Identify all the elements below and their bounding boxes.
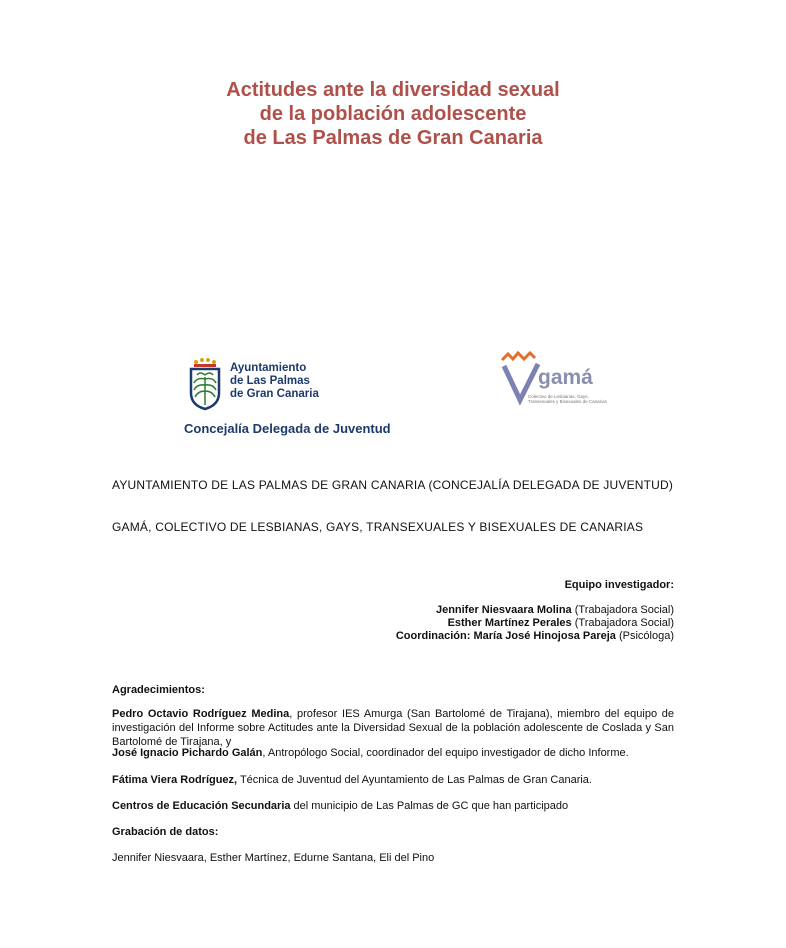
ayuntamiento-logo bbox=[188, 357, 338, 413]
title-line-3: de Las Palmas de Gran Canaria bbox=[243, 127, 543, 149]
acknowledgements-heading: Agradecimientos: bbox=[112, 684, 205, 696]
institution-2: GAMÁ, COLECTIVO DE LESBIANAS, GAYS, TRANSEXUALES Y BISEXUALES DE CANARIAS bbox=[112, 520, 644, 534]
concejalia-label: Concejalía Delegada de Juventud bbox=[184, 421, 391, 436]
team-member: Coordinación: María José Hinojosa Pareja (Psicóloga) bbox=[395, 630, 674, 642]
data-recording-names: Jennifer Niesvaara, Esther Martínez, Edurne Santana, Eli del Pino bbox=[112, 852, 435, 864]
team-member: Jennifer Niesvaara Molina (Trabajadora Social) bbox=[435, 604, 674, 616]
acknowledgement-item: Centros de Educación Secundaria del municipio de Las Palmas de GC que han participado bbox=[112, 800, 569, 812]
ayuntamiento-logo-text: Ayuntamiento de Las Palmas de Gran Canaria bbox=[230, 362, 319, 400]
title-line-2: de la población adolescente bbox=[259, 103, 527, 125]
team-member: Esther Martínez Perales (Trabajadora Social) bbox=[447, 617, 674, 629]
gama-subtitle: Colectivo de Lesbianas, Gays, Transexuales y Bisexuales de Canarias bbox=[528, 394, 607, 404]
gama-logo bbox=[500, 350, 610, 410]
data-recording-heading: Grabación de datos: bbox=[112, 826, 219, 838]
gama-wordmark: gamá bbox=[538, 366, 593, 389]
acknowledgement-item: Pedro Octavio Rodríguez Medina, profesor IES Amurga (San Bartolomé de Tirajana), miembro del equipo de investigación del Informe sobre Actitudes ante la Diversidad Sexual de la población adolescente de Coslada y San Bartolomé de Tirajana, y bbox=[112, 708, 675, 748]
institution-1: AYUNTAMIENTO DE LAS PALMAS DE GRAN CANARIA (CONCEJALÍA DELEGADA DE JUVENTUD) bbox=[112, 478, 674, 492]
document-title bbox=[0, 78, 786, 150]
title-line-1: Actitudes ante la diversidad sexual bbox=[226, 79, 560, 101]
acknowledgement-item: Fátima Viera Rodríguez, Técnica de Juventud del Ayuntamiento de Las Palmas de Gran Canaria. bbox=[112, 774, 592, 786]
team-heading: Equipo investigador: bbox=[564, 579, 674, 591]
acknowledgement-item: José Ignacio Pichardo Galán, Antropólogo Social, coordinador del equipo investigador de dicho Informe. bbox=[112, 747, 629, 759]
crown-shield-icon bbox=[188, 357, 224, 413]
